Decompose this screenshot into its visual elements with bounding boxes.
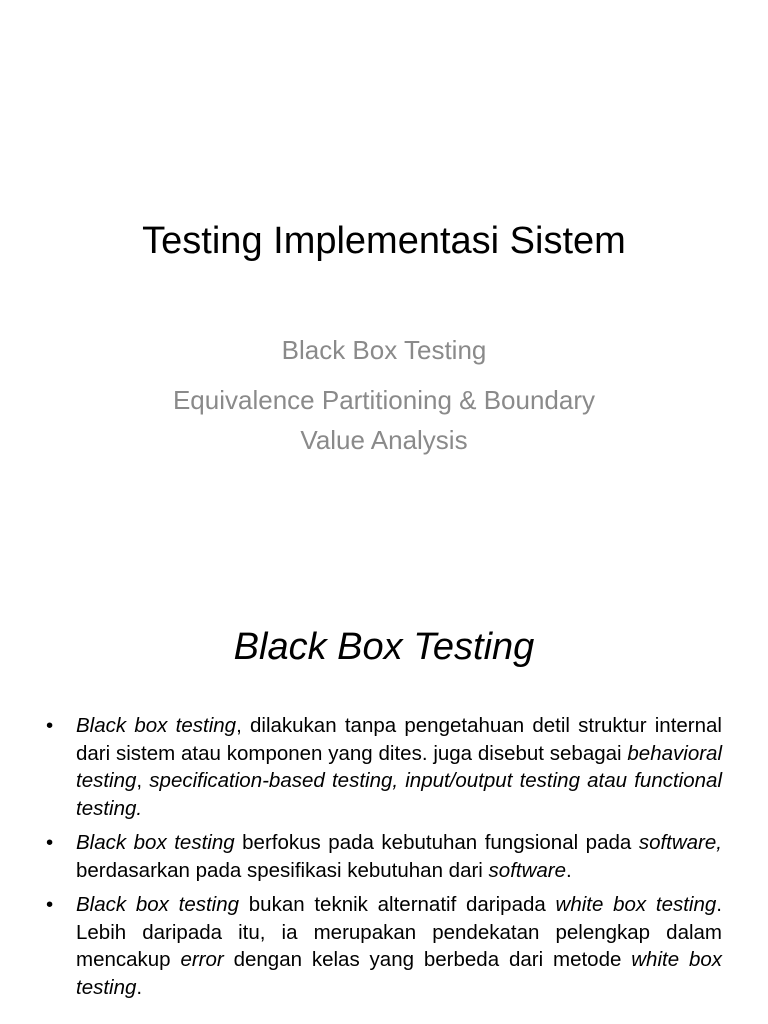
slide-subtitle	[0, 330, 768, 460]
subtitle-line: Equivalence Partitioning & Boundary	[172, 385, 596, 415]
slide-title: Testing Implementasi Sistem	[142, 220, 626, 262]
subtitle-line: Black Box Testing	[281, 335, 487, 365]
bullet-item: • Black box testing berfokus pada kebutuhan fungsional pada software, berdasarkan pada spesifikasi kebutuhan dari software.	[46, 829, 722, 884]
bullet-list	[46, 712, 722, 1008]
slide-heading: Black Box Testing	[233, 626, 535, 668]
content-slide	[0, 576, 768, 1024]
bullet-item: • Black box testing bukan teknik alternatif daripada white box testing. Lebih daripada itu, ia merupakan pendekatan pelengkap dalam mencakup error dengan kelas yang berbeda dari metode white box testing.	[46, 891, 722, 1001]
subtitle-line: Value Analysis	[300, 425, 468, 455]
bullet-item: • Black box testing, dilakukan tanpa pengetahuan detil struktur internal dari sistem atau komponen yang dites. juga disebut sebagai behavioral testing, specification-based testing, input/output testing atau functional testing.	[46, 712, 722, 822]
